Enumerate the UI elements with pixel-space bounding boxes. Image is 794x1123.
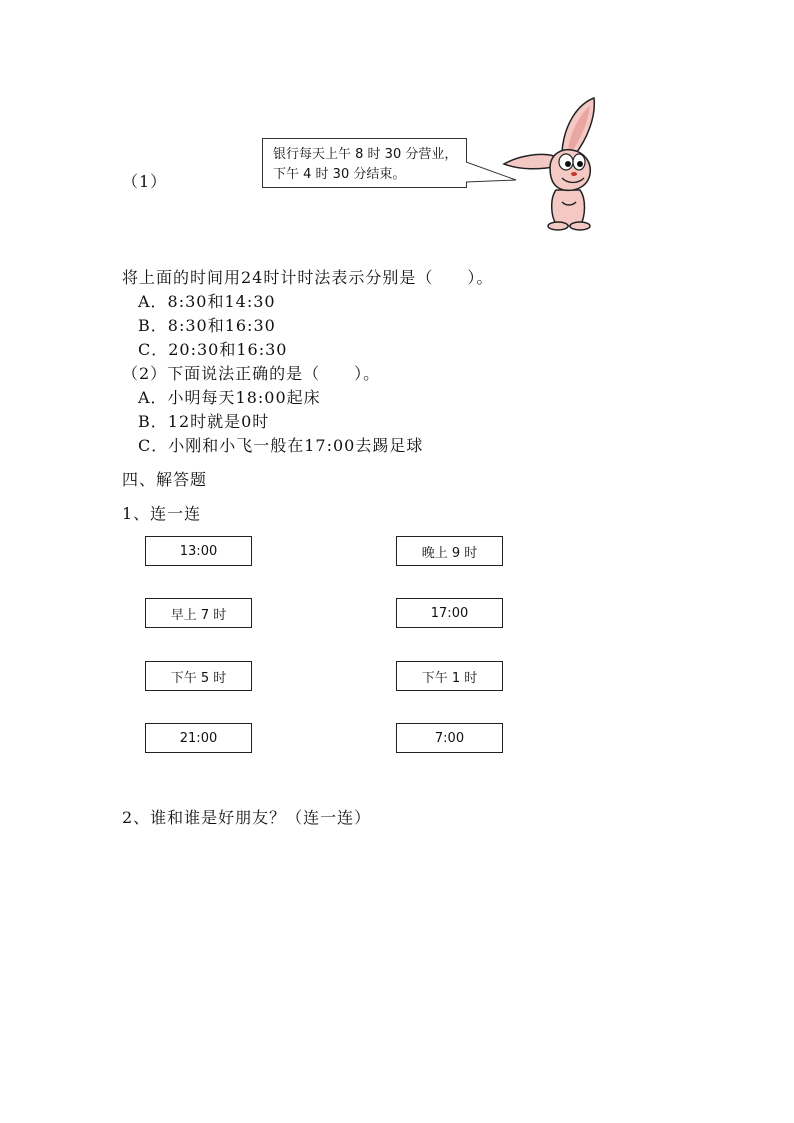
match-box-right-4[interactable]: 7:00 (396, 723, 503, 753)
item-2-title: 2、谁和谁是好朋友？（连一连） (122, 808, 372, 827)
match-box-left-3[interactable]: 下午 5 时 (145, 661, 252, 691)
q1-option-c: C．20:30和16:30 (138, 340, 288, 359)
question-2-text: （2）下面说法正确的是（ ）。 (122, 364, 381, 383)
match-box-left-4[interactable]: 21:00 (145, 723, 252, 753)
q2-option-c: C．小刚和小飞一般在17:00去踢足球 (138, 436, 424, 455)
match-box-left-2[interactable]: 早上 7 时 (145, 598, 252, 628)
match-box-right-2[interactable]: 17:00 (396, 598, 503, 628)
section-title: 四、解答题 (122, 470, 208, 489)
question-number-1: （1） (122, 172, 168, 191)
bubble-line-1: 银行每天上午 8 时 30 分营业， (273, 147, 458, 162)
q1-option-a: A．8:30和14:30 (138, 292, 276, 311)
rabbit-icon (500, 94, 610, 232)
q1-option-b: B．8:30和16:30 (138, 316, 276, 335)
bubble-line-2: 下午 4 时 30 分结束。 (273, 167, 406, 182)
match-box-right-3[interactable]: 下午 1 时 (396, 661, 503, 691)
question-1-text: 将上面的时间用24时计时法表示分别是（ ）。 (122, 268, 494, 287)
item-1-title: 1、连一连 (122, 504, 202, 523)
match-box-left-1[interactable]: 13:00 (145, 536, 252, 566)
match-box-right-1[interactable]: 晚上 9 时 (396, 536, 503, 566)
speech-bubble (262, 138, 467, 188)
q2-option-a: A．小明每天18:00起床 (138, 388, 321, 407)
q2-option-b: B．12时就是0时 (138, 412, 270, 431)
